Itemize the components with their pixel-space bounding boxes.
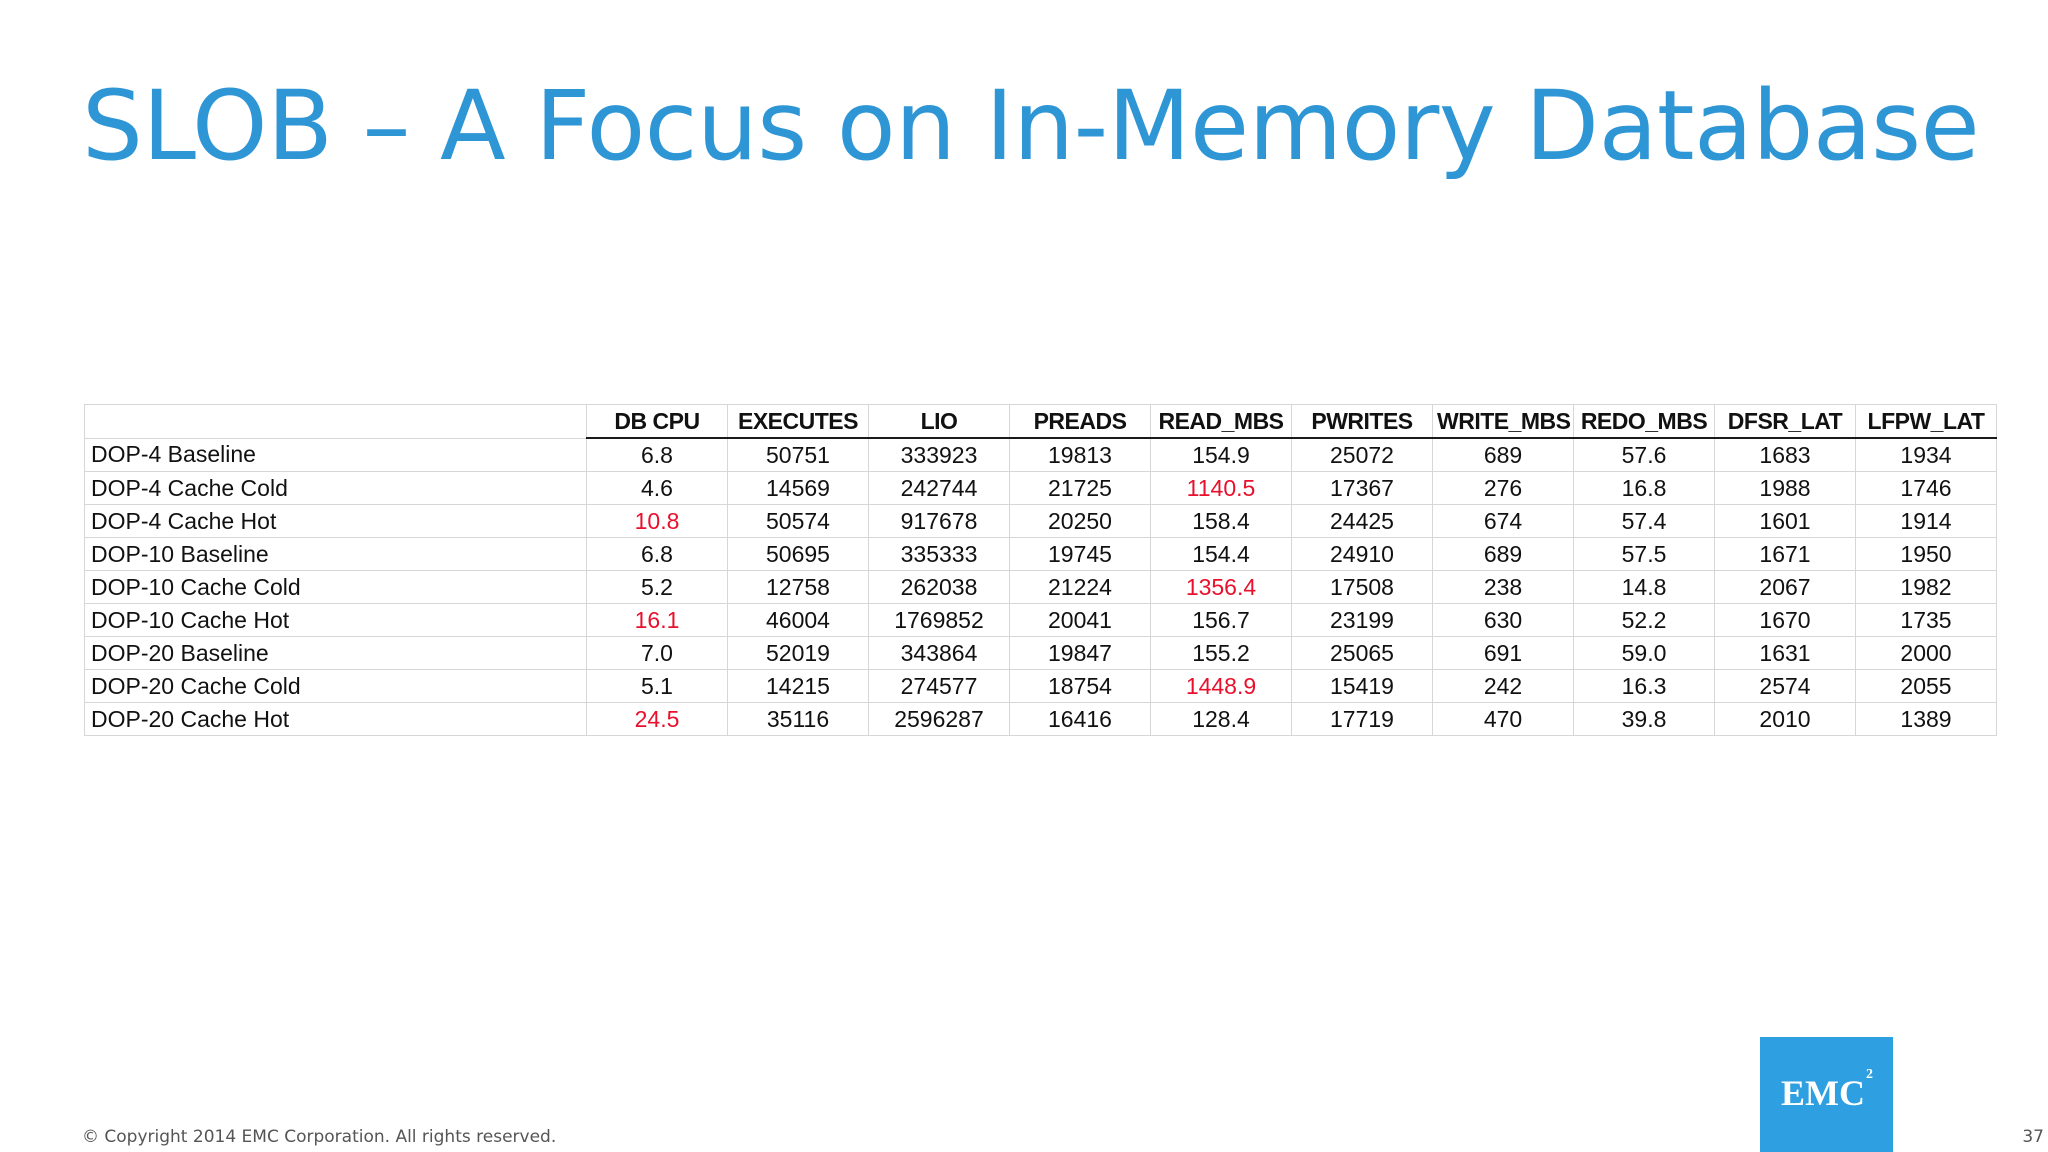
table-cell: 14215	[728, 670, 869, 703]
column-header: WRITE_MBS	[1433, 405, 1574, 439]
table-row	[85, 505, 1997, 538]
emc-logo-text: EMC	[1781, 1072, 1865, 1113]
table-row	[85, 472, 1997, 505]
table-cell: 24910	[1292, 538, 1433, 571]
column-header: PREADS	[1010, 405, 1151, 439]
table-cell: 1671	[1715, 538, 1856, 571]
table-cell: 630	[1433, 604, 1574, 637]
table-cell: 1735	[1856, 604, 1997, 637]
table-cell: 10.8	[587, 505, 728, 538]
column-header: DB CPU	[587, 405, 728, 439]
table-cell: 5.2	[587, 571, 728, 604]
table-cell: 35116	[728, 703, 869, 736]
corner-cell	[85, 405, 587, 439]
table-cell: 17367	[1292, 472, 1433, 505]
row-label: DOP-20 Baseline	[85, 637, 587, 670]
table-cell: 17719	[1292, 703, 1433, 736]
table-cell: 1914	[1856, 505, 1997, 538]
table-cell: 158.4	[1151, 505, 1292, 538]
table-cell: 1356.4	[1151, 571, 1292, 604]
row-label: DOP-10 Baseline	[85, 538, 587, 571]
table-cell: 20250	[1010, 505, 1151, 538]
table-cell: 16416	[1010, 703, 1151, 736]
table-cell: 2000	[1856, 637, 1997, 670]
table-cell: 19813	[1010, 438, 1151, 472]
table-cell: 57.5	[1574, 538, 1715, 571]
table-cell: 21725	[1010, 472, 1151, 505]
table-cell: 52019	[728, 637, 869, 670]
table-cell: 1746	[1856, 472, 1997, 505]
table-cell: 50695	[728, 538, 869, 571]
table-row	[85, 703, 1997, 736]
table-cell: 19745	[1010, 538, 1151, 571]
table-cell: 1988	[1715, 472, 1856, 505]
performance-table-container	[84, 404, 1996, 736]
table-cell: 333923	[869, 438, 1010, 472]
table-cell: 154.4	[1151, 538, 1292, 571]
table-cell: 59.0	[1574, 637, 1715, 670]
table-cell: 20041	[1010, 604, 1151, 637]
table-cell: 274577	[869, 670, 1010, 703]
table-cell: 2067	[1715, 571, 1856, 604]
emc-logo-superscript: 2	[1866, 1066, 1873, 1082]
table-cell: 2596287	[869, 703, 1010, 736]
table-cell: 155.2	[1151, 637, 1292, 670]
table-cell: 262038	[869, 571, 1010, 604]
row-label: DOP-4 Cache Hot	[85, 505, 587, 538]
table-cell: 21224	[1010, 571, 1151, 604]
table-cell: 1982	[1856, 571, 1997, 604]
table-cell: 57.4	[1574, 505, 1715, 538]
slide-title: SLOB – A Focus on In-Memory Database	[82, 70, 1980, 182]
table-cell: 1389	[1856, 703, 1997, 736]
row-label: DOP-20 Cache Hot	[85, 703, 587, 736]
table-cell: 335333	[869, 538, 1010, 571]
table-row	[85, 538, 1997, 571]
emc-logo	[1760, 1037, 1893, 1152]
table-cell: 25072	[1292, 438, 1433, 472]
table-cell: 2010	[1715, 703, 1856, 736]
table-cell: 917678	[869, 505, 1010, 538]
table-body	[85, 438, 1997, 736]
table-cell: 2055	[1856, 670, 1997, 703]
table-cell: 1140.5	[1151, 472, 1292, 505]
performance-table	[84, 404, 1997, 736]
table-cell: 4.6	[587, 472, 728, 505]
table-cell: 14.8	[1574, 571, 1715, 604]
table-cell: 14569	[728, 472, 869, 505]
table-cell: 19847	[1010, 637, 1151, 670]
table-cell: 156.7	[1151, 604, 1292, 637]
table-cell: 24.5	[587, 703, 728, 736]
table-cell: 238	[1433, 571, 1574, 604]
table-cell: 6.8	[587, 438, 728, 472]
row-label: DOP-4 Baseline	[85, 438, 587, 472]
table-row	[85, 571, 1997, 604]
table-cell: 470	[1433, 703, 1574, 736]
column-header: DFSR_LAT	[1715, 405, 1856, 439]
table-cell: 242	[1433, 670, 1574, 703]
table-cell: 1769852	[869, 604, 1010, 637]
table-cell: 24425	[1292, 505, 1433, 538]
table-cell: 39.8	[1574, 703, 1715, 736]
table-cell: 18754	[1010, 670, 1151, 703]
column-header: READ_MBS	[1151, 405, 1292, 439]
table-cell: 691	[1433, 637, 1574, 670]
table-cell: 25065	[1292, 637, 1433, 670]
table-cell: 343864	[869, 637, 1010, 670]
column-header: LIO	[869, 405, 1010, 439]
table-cell: 1934	[1856, 438, 1997, 472]
table-cell: 1683	[1715, 438, 1856, 472]
row-label: DOP-10 Cache Cold	[85, 571, 587, 604]
table-row	[85, 604, 1997, 637]
row-label: DOP-10 Cache Hot	[85, 604, 587, 637]
table-cell: 15419	[1292, 670, 1433, 703]
table-cell: 154.9	[1151, 438, 1292, 472]
table-cell: 16.8	[1574, 472, 1715, 505]
column-header: PWRITES	[1292, 405, 1433, 439]
table-cell: 276	[1433, 472, 1574, 505]
table-row	[85, 438, 1997, 472]
table-cell: 52.2	[1574, 604, 1715, 637]
table-cell: 50574	[728, 505, 869, 538]
table-cell: 674	[1433, 505, 1574, 538]
row-label: DOP-4 Cache Cold	[85, 472, 587, 505]
table-cell: 242744	[869, 472, 1010, 505]
header-row	[85, 405, 1997, 439]
table-cell: 5.1	[587, 670, 728, 703]
table-cell: 57.6	[1574, 438, 1715, 472]
table-cell: 46004	[728, 604, 869, 637]
row-label: DOP-20 Cache Cold	[85, 670, 587, 703]
column-header: EXECUTES	[728, 405, 869, 439]
table-cell: 1601	[1715, 505, 1856, 538]
table-cell: 16.1	[587, 604, 728, 637]
table-row	[85, 637, 1997, 670]
copyright-notice: © Copyright 2014 EMC Corporation. All rights reserved.	[82, 1127, 557, 1147]
column-header: LFPW_LAT	[1856, 405, 1997, 439]
table-cell: 23199	[1292, 604, 1433, 637]
table-cell: 689	[1433, 438, 1574, 472]
table-cell: 12758	[728, 571, 869, 604]
page-number: 37	[2022, 1127, 2044, 1147]
table-cell: 16.3	[1574, 670, 1715, 703]
table-cell: 2574	[1715, 670, 1856, 703]
table-cell: 1670	[1715, 604, 1856, 637]
table-cell: 128.4	[1151, 703, 1292, 736]
table-cell: 1950	[1856, 538, 1997, 571]
column-header: REDO_MBS	[1574, 405, 1715, 439]
table-cell: 50751	[728, 438, 869, 472]
table-cell: 7.0	[587, 637, 728, 670]
table-cell: 1631	[1715, 637, 1856, 670]
table-cell: 17508	[1292, 571, 1433, 604]
table-cell: 1448.9	[1151, 670, 1292, 703]
table-cell: 689	[1433, 538, 1574, 571]
table-cell: 6.8	[587, 538, 728, 571]
table-row	[85, 670, 1997, 703]
